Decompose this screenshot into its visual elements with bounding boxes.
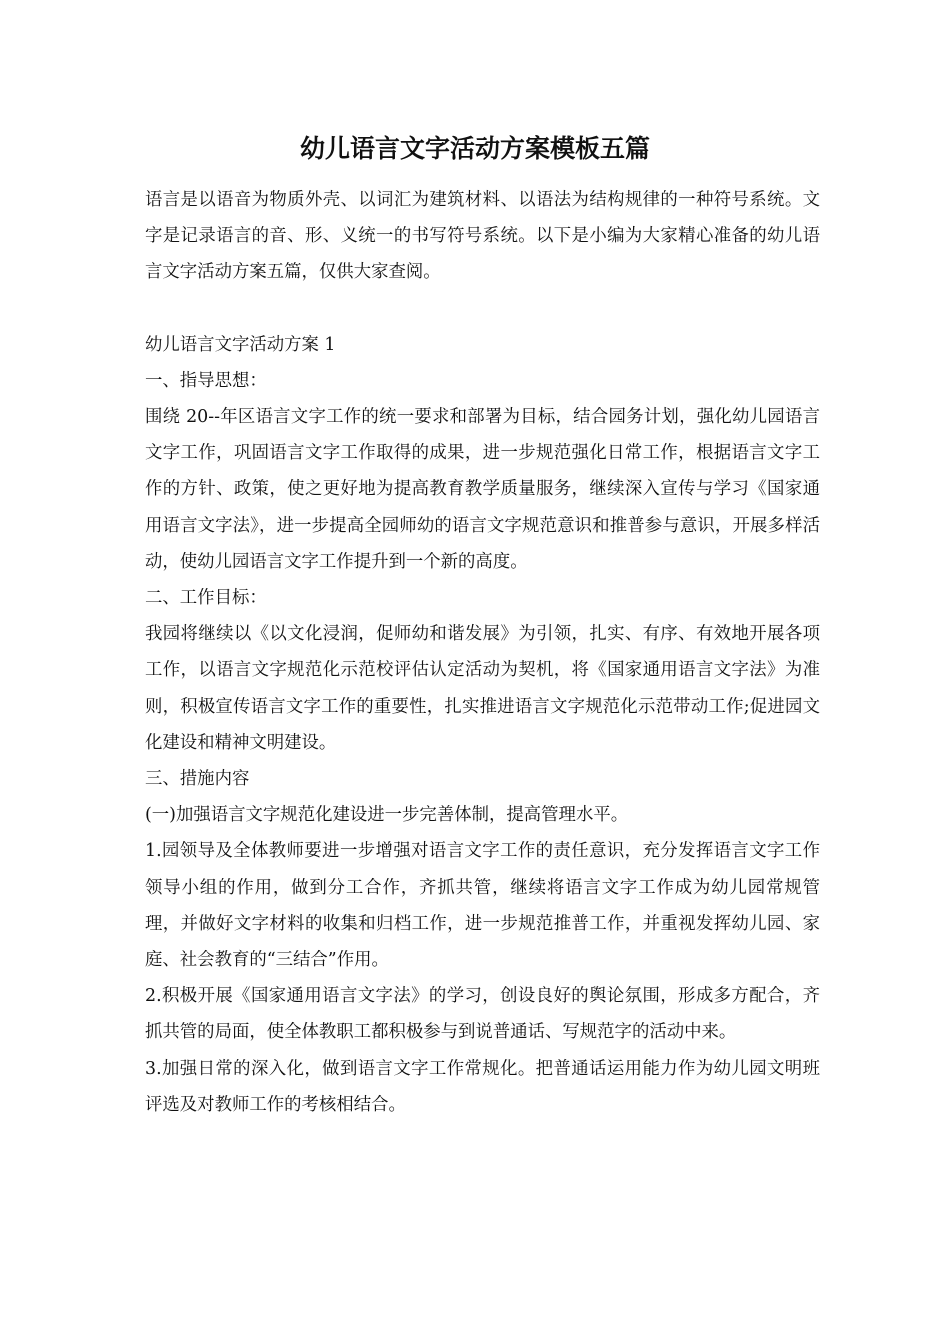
document-body	[145, 182, 820, 1123]
list-item-1: 1.园领导及全体教师要进一步增强对语言文字工作的责任意识，充分发挥语言文字工作领导小组的作用，做到分工合作，齐抓共管，继续将语言文字工作成为幼儿园常规管理，并做好文字材料的收集和归档工作，进一步规范推普工作，并重视发挥幼儿园、家庭、社会教育的“三结合”作用。	[145, 841, 820, 971]
paragraph-guiding-ideology: 围绕 20--年区语言文字工作的统一要求和部署为目标，结合园务计划，强化幼儿园语言文字工作，巩固语言文字工作取得的成果，进一步规范强化日常工作，根据语言文字工作的方针、政策，使之更好地为提高教育教学质量服务，继续深入宣传与学习《国家通用语言文字法》，进一步提高全园师幼的语言文字规范意识和推普参与意识，开展多样活动，使幼儿园语言文字工作提升到一个新的高度。	[145, 407, 820, 572]
list-item-2: 2.积极开展《国家通用语言文字法》的学习，创设良好的舆论氛围，形成多方配合，齐抓共管的局面，使全体教职工都积极参与到说普通话、写规范字的活动中来。	[145, 986, 820, 1043]
section-title: 幼儿语言文字活动方案 1	[145, 334, 336, 355]
intro-paragraph: 语言是以语音为物质外壳、以词汇为建筑材料、以语法为结构规律的一种符号系统。文字是记录语言的音、形、义统一的书写符号系统。以下是小编为大家精心准备的幼儿语言文字活动方案五篇，仅供大家查阅。	[145, 190, 820, 283]
list-item-3: 3.加强日常的深入化，做到语言文字工作常规化。把普通话运用能力作为幼儿园文明班评选及对教师工作的考核相结合。	[145, 1058, 820, 1115]
document-title: 幼儿语言文字活动方案模板五篇	[299, 134, 650, 163]
sub-heading-measures-1: (一)加强语言文字规范化建设进一步完善体制，提高管理水平。	[145, 805, 629, 826]
paragraph-gap	[145, 291, 820, 327]
heading-guiding-ideology: 一、指导思想：	[145, 370, 267, 391]
paragraph-work-goals: 我园将继续以《以文化浸润，促师幼和谐发展》为引领，扎实、有序、有效地开展各项工作，以语言文字规范化示范校评估认定活动为契机，将《国家通用语言文字法》为准则，积极宣传语言文字工作的重要性，扎实推进语言文字规范化示范带动工作;促进园文化建设和精神文明建设。	[145, 624, 820, 753]
heading-measures: 三、措施内容	[145, 769, 250, 790]
heading-work-goals: 二、工作目标：	[145, 588, 267, 609]
